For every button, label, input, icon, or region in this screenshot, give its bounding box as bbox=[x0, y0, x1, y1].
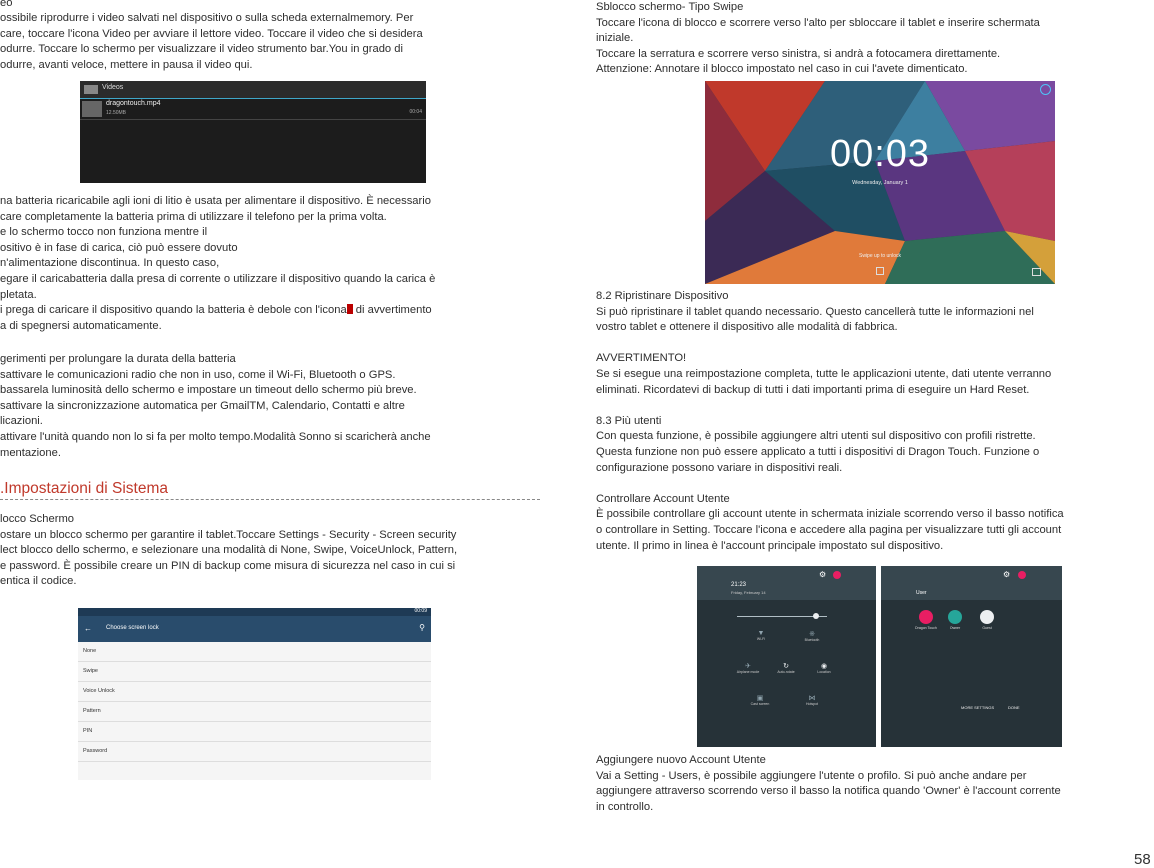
text-line: licazioni. bbox=[0, 415, 43, 428]
lock-screen-date: Wednesday, January 1 bbox=[852, 180, 908, 186]
qs-tile-label: Airplane mode bbox=[736, 670, 760, 674]
text-line: a di spegnersi automaticamente. bbox=[0, 319, 162, 332]
wifi-icon: ▼ bbox=[757, 630, 765, 637]
gear-icon[interactable]: ⚙ bbox=[819, 570, 827, 579]
text-line: vostro tablet e ottenere il dispositivo alle modalità di fabbrica. bbox=[596, 321, 898, 334]
text-line bbox=[0, 303, 435, 319]
battery-tips bbox=[0, 352, 431, 461]
user-entry[interactable] bbox=[973, 610, 1001, 630]
text-line: lect blocco dello schermo, e selezionare una modalità di None, Swipe, VoiceUnlock, Pattern, bbox=[0, 544, 458, 557]
video-thumbnail bbox=[82, 101, 102, 117]
lock-paragraph bbox=[0, 512, 457, 590]
lock-screen-screenshot bbox=[705, 81, 1055, 284]
qs-tile-label: Hotspot bbox=[805, 702, 819, 706]
done-button[interactable]: DONE bbox=[1008, 705, 1020, 710]
text-line: Vai a Setting - Users, è possibile aggiungere l'utente o profilo. Si può anche andare per bbox=[596, 769, 1027, 782]
add-user-paragraph bbox=[596, 753, 1061, 815]
gear-icon[interactable]: ⚙ bbox=[1003, 570, 1011, 579]
video-app-icon bbox=[84, 85, 98, 94]
text-line: 8.3 Più utenti bbox=[596, 414, 662, 427]
user-avatar-icon bbox=[980, 610, 994, 624]
text-line: Si può ripristinare il tablet quando necessario. Questo cancellerà tutte le informazioni nel bbox=[596, 305, 1034, 318]
status-time: 00:09 bbox=[414, 608, 427, 614]
lock-screen-user-icon[interactable] bbox=[1040, 84, 1051, 95]
user-avatar-icon[interactable] bbox=[833, 571, 841, 579]
text-line: n'alimentazione discontinua. In questo caso, bbox=[0, 257, 220, 270]
text-line: configurazione possono variare in dispositivi reali. bbox=[596, 461, 843, 474]
quick-settings-screenshot bbox=[697, 566, 876, 747]
text-line: pletata. bbox=[0, 288, 37, 301]
airplane-icon: ✈ bbox=[745, 663, 751, 670]
text-line: attivare l'unità quando non lo si fa per molto tempo.Modalità Sonno si scaricherà anche bbox=[0, 430, 431, 443]
text-line: odurre, avanti veloce, mettere in pausa il video qui. bbox=[0, 58, 253, 71]
lock-option-label: PIN bbox=[83, 728, 93, 734]
text-line: na batteria ricaricabile agli ioni di litio è usata per alimentare il dispositivo. È necessario bbox=[0, 195, 431, 207]
text-line: in controllo. bbox=[596, 800, 654, 813]
users-panel-title: User bbox=[916, 590, 927, 596]
text-line: sattivare le comunicazioni radio che non in uso, come il Wi-Fi, Bluetooth o GPS. bbox=[0, 368, 396, 381]
text-line: iniziale. bbox=[596, 32, 634, 45]
lock-option[interactable] bbox=[78, 702, 431, 722]
qs-tile[interactable] bbox=[797, 630, 827, 642]
brightness-thumb[interactable] bbox=[813, 613, 819, 619]
text-line: egare il caricabatteria dalla presa di corrente o utilizzare il dispositivo quando la carica è bbox=[0, 272, 436, 285]
text-line: Sblocco schermo- Tipo Swipe bbox=[596, 1, 744, 13]
text-line: 8.2 Ripristinare Dispositivo bbox=[596, 290, 729, 302]
text-line: Con questa funzione, è possibile aggiungere altri utenti sul dispositivo con profili ristrette. bbox=[596, 430, 1036, 443]
user-avatar-icon[interactable] bbox=[1018, 571, 1026, 579]
text-line: Se si esegue una reimpostazione completa, tutte le applicazioni utente, dati utente verranno bbox=[596, 367, 1052, 380]
text-line: entica il codice. bbox=[0, 575, 77, 588]
text-line: mentazione. bbox=[0, 446, 61, 459]
qs-tile[interactable] bbox=[809, 662, 839, 674]
video-file-name: dragontouch.mp4 bbox=[106, 100, 161, 107]
video-paragraph bbox=[0, 11, 423, 73]
lock-option-label: None bbox=[83, 648, 97, 654]
search-icon[interactable]: ⚲ bbox=[419, 623, 425, 632]
lock-option-label: Swipe bbox=[83, 668, 98, 674]
user-name: Dragon Touch bbox=[915, 626, 937, 630]
video-player-screenshot bbox=[80, 81, 426, 183]
text-line: ostare un blocco schermo per garantire il tablet.Toccare Settings - Security - Screen security bbox=[0, 528, 457, 541]
text-segment: di avvertimento bbox=[352, 304, 432, 317]
text-line: sattivare la sincronizzazione automatica per GmailTM, Calendario, Contatti e altre bbox=[0, 399, 405, 412]
text-line: È possibile controllare gli account utente in schermata iniziale scorrendo verso il basso notifica bbox=[596, 508, 1064, 521]
text-line: locco Schermo bbox=[0, 513, 74, 525]
text-line: AVVERTIMENTO! bbox=[596, 352, 687, 365]
lock-icon[interactable] bbox=[876, 267, 884, 275]
lock-screen-time: 00:03 bbox=[829, 133, 931, 175]
page-number: 58 bbox=[1134, 851, 1151, 868]
qs-date: Friday, February 14 bbox=[731, 590, 766, 595]
qs-tile[interactable] bbox=[795, 694, 829, 706]
qs-tile-label: Auto-rotate bbox=[777, 670, 795, 674]
text-line: care, toccare l'icona Video per avviare il lettore video. Toccare il video che si desidera bbox=[0, 27, 423, 40]
text-line: ositivo è in fase di carica, ciò può essere dovuto bbox=[0, 241, 238, 254]
lock-option-label: Voice Unlock bbox=[83, 688, 115, 694]
qs-tile[interactable] bbox=[749, 630, 773, 641]
qs-tile-label: Cast screen bbox=[750, 702, 770, 706]
lock-option[interactable] bbox=[78, 642, 431, 662]
user-name: Owner bbox=[949, 626, 961, 630]
text-line: bassarela luminosità dello schermo e impostare un timeout dello schermo più breve. bbox=[0, 384, 417, 397]
text-line: eliminati. Ricordatevi di backup di tutti i dati importanti prima di eseguire un Hard Reset. bbox=[596, 383, 1030, 396]
text-segment: i prega di caricare il dispositivo quando la batteria è debole con l'icona bbox=[0, 304, 347, 317]
lock-option-label: Pattern bbox=[83, 708, 101, 714]
text-line: ossibile riprodurre i video salvati nel dispositivo o sulla scheda externalmemory. Per bbox=[0, 12, 414, 24]
text-line: Controllare Account Utente bbox=[596, 492, 730, 505]
text-line: Toccare l'icona di blocco e scorrere verso l'alto per sbloccare il tablet e inserire schermata bbox=[596, 16, 1040, 29]
video-file-size: 12.50MB bbox=[106, 110, 127, 116]
qs-tile[interactable] bbox=[731, 662, 765, 674]
battery-paragraph bbox=[0, 194, 435, 334]
screen-lock-title: Choose screen lock bbox=[106, 625, 159, 631]
lock-option[interactable] bbox=[78, 682, 431, 702]
text-line: care completamente la batteria prima di utilizzare il telefono per la prima volta. bbox=[0, 210, 387, 223]
rotate-icon: ↻ bbox=[783, 663, 789, 670]
text-line: e lo schermo tocco non funziona mentre il bbox=[0, 226, 208, 239]
video-heading: eo bbox=[0, 0, 13, 9]
more-settings-button[interactable]: MORE SETTINGS bbox=[961, 705, 995, 710]
qs-tile[interactable] bbox=[743, 694, 777, 706]
qs-tile-label: Bluetooth bbox=[804, 638, 820, 642]
user-entry[interactable] bbox=[941, 610, 969, 630]
lock-option[interactable] bbox=[78, 662, 431, 682]
text-line: odurre. Toccare lo schermo per visualizzare il video strumento bar.You in grado di bbox=[0, 43, 403, 56]
video-duration: 00:04 bbox=[409, 109, 422, 115]
text-line: utente. Il primo in linea è l'account principale impostato sul dispositivo. bbox=[596, 539, 944, 552]
section-title: .Impostazioni di Sistema bbox=[0, 480, 168, 497]
video-list-item[interactable] bbox=[80, 99, 426, 120]
screen-lock-screenshot bbox=[78, 608, 431, 780]
hotspot-icon: ⋈ bbox=[808, 695, 816, 702]
text-line: o controllare in Setting. Toccare l'icona e accedere alla pagina per visualizzare tutti gli account bbox=[596, 523, 1062, 536]
lock-option[interactable] bbox=[78, 722, 431, 742]
camera-icon[interactable] bbox=[1032, 268, 1041, 276]
user-avatar-icon bbox=[948, 610, 962, 624]
video-header-title: Videos bbox=[102, 84, 124, 91]
bluetooth-icon: ※ bbox=[809, 631, 815, 638]
text-line: Questa funzione non può essere applicato a tutti i dispositivi di Dragon Touch. Funzione o bbox=[596, 445, 1040, 458]
section-divider bbox=[0, 499, 540, 500]
text-line bbox=[596, 398, 1064, 414]
text-line: gerimenti per prolungare la durata della batteria bbox=[0, 353, 236, 365]
lock-option-label: Password bbox=[83, 748, 108, 754]
text-line: Aggiungere nuovo Account Utente bbox=[596, 754, 766, 766]
reset-and-users-paragraph bbox=[596, 289, 1064, 554]
qs-tile-label: Location bbox=[817, 670, 831, 674]
location-icon: ◉ bbox=[820, 663, 828, 670]
text-line bbox=[596, 476, 1064, 492]
text-line: e password. È possibile creare un PIN di backup come misura di sicurezza nel caso in cui si bbox=[0, 559, 456, 572]
text-line: Toccare la serratura e scorrere verso sinistra, si andrà a fotocamera direttamente. bbox=[596, 47, 1001, 60]
user-entry[interactable] bbox=[909, 610, 943, 630]
lock-option[interactable] bbox=[78, 742, 431, 762]
back-arrow-icon[interactable]: ← bbox=[84, 624, 92, 633]
users-panel-screenshot bbox=[881, 566, 1062, 747]
text-line bbox=[596, 336, 1064, 352]
cast-icon: ▣ bbox=[756, 695, 764, 702]
qs-tile[interactable] bbox=[769, 662, 803, 674]
unlock-hint: Swipe up to unlock bbox=[859, 253, 901, 259]
text-line: aggiungere attraverso scorrendo verso il basso la notifica quando 'Owner' è l'account corrente bbox=[596, 785, 1061, 798]
swipe-paragraph bbox=[596, 0, 1040, 78]
text-line: Attenzione: Annotare il blocco impostato nel caso in cui l'avete dimenticato. bbox=[596, 63, 968, 76]
user-avatar-icon bbox=[919, 610, 933, 624]
qs-time: 21:23 bbox=[731, 582, 747, 588]
qs-tile-label: Wi-Fi bbox=[756, 637, 766, 641]
user-name: Guest bbox=[982, 626, 992, 630]
